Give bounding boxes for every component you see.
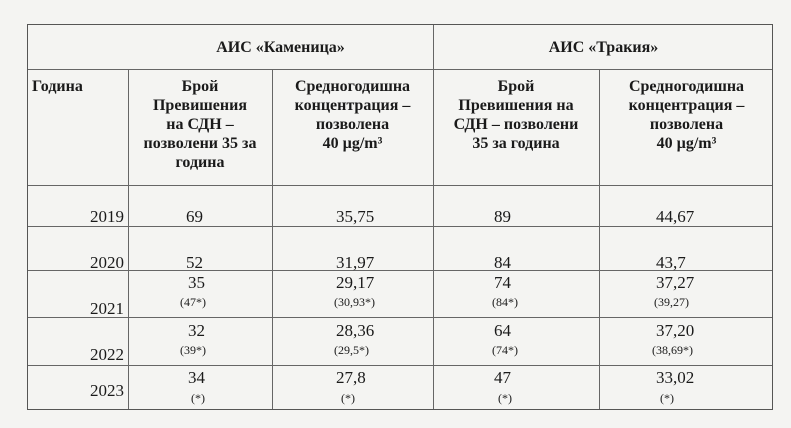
- trakia-exceedances: 64: [494, 321, 511, 340]
- trakia-average: 33,02: [656, 368, 695, 387]
- trakia-average-note: (38,69*): [652, 343, 693, 357]
- kamenitsa-average: 31,97: [336, 253, 375, 272]
- header-year: Година: [32, 78, 83, 95]
- kamenitsa-exceedances: 52: [186, 253, 203, 272]
- station-title-kamenitsa: АИС «Каменица»: [216, 39, 345, 56]
- kamenitsa-average: 35,75: [336, 207, 375, 226]
- year-cell: 2019: [90, 207, 124, 226]
- trakia-exceedances-note: (*): [498, 391, 512, 405]
- trakia-exceedances-note: (84*): [492, 295, 518, 309]
- kamenitsa-average-note: (29,5*): [334, 343, 369, 357]
- kamenitsa-exceedances-note: (*): [191, 391, 205, 405]
- trakia-exceedances: 74: [494, 273, 511, 292]
- trakia-exceedances: 47: [494, 368, 511, 387]
- trakia-average: 43,7: [656, 253, 686, 272]
- kamenitsa-exceedances: 32: [188, 321, 205, 340]
- kamenitsa-exceedances-note: (47*): [180, 295, 206, 309]
- header-trakia-exceedances: Брой Превишения на СДН – позволени 35 за година: [453, 78, 579, 152]
- kamenitsa-average: 29,17: [336, 273, 375, 292]
- year-cell: 2022: [90, 345, 124, 364]
- trakia-average: 44,67: [656, 207, 695, 226]
- trakia-average: 37,27: [656, 273, 695, 292]
- kamenitsa-exceedances: 35: [188, 273, 205, 292]
- trakia-exceedances: 89: [494, 207, 511, 226]
- kamenitsa-exceedances: 34: [188, 368, 205, 387]
- trakia-average-note: (*): [660, 391, 674, 405]
- row-divider: [28, 69, 772, 70]
- row-divider: [28, 185, 772, 186]
- trakia-average: 37,20: [656, 321, 695, 340]
- kamenitsa-exceedances-note: (39*): [180, 343, 206, 357]
- data-table: [27, 24, 773, 410]
- kamenitsa-exceedances: 69: [186, 207, 203, 226]
- kamenitsa-average-note: (30,93*): [334, 295, 375, 309]
- kamenitsa-average: 27,8: [336, 368, 366, 387]
- station-title-trakia: АИС «Тракия»: [548, 39, 659, 56]
- row-divider: [28, 365, 772, 366]
- trakia-exceedances-note: (74*): [492, 343, 518, 357]
- header-kamenitsa-average: Средногодишна концентрация – позволена 40 µg/m³: [294, 78, 411, 152]
- year-cell: 2023: [90, 381, 124, 400]
- year-cell: 2021: [90, 299, 124, 318]
- trakia-exceedances: 84: [494, 253, 511, 272]
- kamenitsa-average-note: (*): [341, 391, 355, 405]
- year-cell: 2020: [90, 253, 124, 272]
- row-divider: [28, 317, 772, 318]
- trakia-average-note: (39,27): [654, 295, 689, 309]
- kamenitsa-average: 28,36: [336, 321, 375, 340]
- header-trakia-average: Средногодишна концентрация – позволена 40 µg/m³: [628, 78, 745, 152]
- header-kamenitsa-exceedances: Брой Превишения на СДН – позволени 35 за година: [143, 78, 257, 171]
